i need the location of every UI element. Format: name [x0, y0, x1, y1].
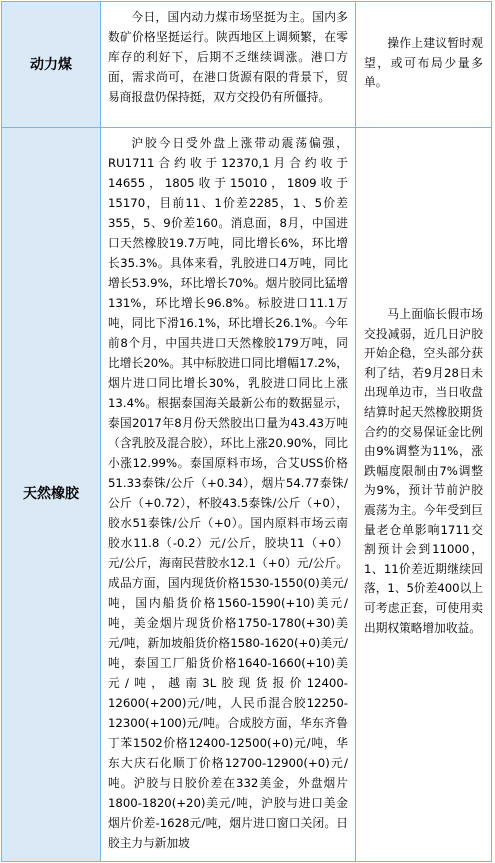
analysis-cell	[100, 1, 356, 128]
advice-cell	[355, 127, 492, 862]
advice-text: 操作上建议暂时观望，或可布局少量多单。	[364, 36, 483, 90]
category-label: 天然橡胶	[23, 486, 79, 502]
advice-cell	[355, 1, 492, 128]
category-label: 动力煤	[30, 57, 72, 73]
analysis-cell	[100, 127, 356, 862]
commodity-table	[1, 1, 492, 862]
advice-text: 马上面临长假市场交投减弱，近几日沪胶开始企稳，空头部分获利了结，若9月28日未出现单边市，当日收盘结算时起天然橡胶期货合约的交易保证金比例由9%调整为11%，涨跌幅度限制由7%调整为9%，预计节前沪胶震荡为主。今年受到巨量老仓单影响1711交割预计会到11000，1、11价差近期继续回落，1、5价差400以上可考虑正套，可使用卖出期权策略增加收益。	[364, 307, 483, 635]
analysis-text: 沪胶今日受外盘上涨带动震荡偏强，RU1711合约收于12370,1月合约收于14655，1805收于15010，1809收于15170，目前11、1价差2285，1、5价差355，5、9价差160。消息面，8月，中国进口天然橡胶19.7万吨，同比增长6%，环比增长35.3%。具体来看，乳胶进口4万吨，同比增长53.9%，环比增长70%。烟片胶同比猛增131%，环比增长96.8%。标胶进口11.1万吨，同比下滑16.1%，环比增长26.1%。今年前8个月，中国共进口天然橡胶179万吨，同比增长20%。其中标胶进口同比增幅17.2%，烟片进口同比增长30%，乳胶进口同比上涨13.4%。根据泰国海关最新公布的数据显示，泰国2017年8月份天然胶出口量为43.43万吨（含乳胶及混合胶），环比上涨20.90%，同比小涨12.99%。泰国原料市场，合艾USS价格51.33泰铢/公斤（+0.34），烟片54.77泰铢/公斤（+0.72），杯胶43.5泰铢/公斤（+0），胶水51泰铢/公斤（+0）。国内原料市场云南胶水11.8（-0.2）元/公斤，胶块11（+0）元/公斤，海南民营胶水12.1（+0）元/公斤。成品方面，国内现货价格1530-1550(0)美元/吨，国内船货价格1560-1590(+10)美元/吨，美金烟片现货价格1750-1780(+30)美元/吨，新加坡船货价格1580-1620(+0)美元/吨，泰国工厂船货价格1640-1660(+10)美元/吨，越南3L胶现货报价12400-12600(+200)元/吨，人民币混合胶12250-12300(+100)元/吨。合成胶方面，华东齐鲁丁苯1502价格12400-12500(+0)元/吨，华东大庆石化顺丁价格12700-12900(+0)元/吨。沪胶与日胶价差在332美金，外盘烟片1800-1820(+20)美元/吨，沪胶与进口美金烟片价差-1628元/吨，烟片进口窗口关闭。日胶主力与新加坡	[108, 136, 348, 850]
category-cell	[1, 1, 101, 128]
analysis-text: 今日，国内动力煤市场坚挺为主。国内多数矿价格坚挺运行。陕西地区上调频繁，在零库存的利好下，后期不乏继续调涨。港口方面，需求尚可，在港口货源有限的背景下，贸易商报盘仍保持挺，双方交投仍有所僵持。	[108, 10, 348, 104]
analysis-text-wrap	[101, 128, 355, 853]
analysis-text-wrap	[101, 2, 355, 107]
category-cell	[1, 127, 101, 862]
advice-text-wrap	[356, 305, 491, 638]
advice-text-wrap	[356, 34, 491, 93]
